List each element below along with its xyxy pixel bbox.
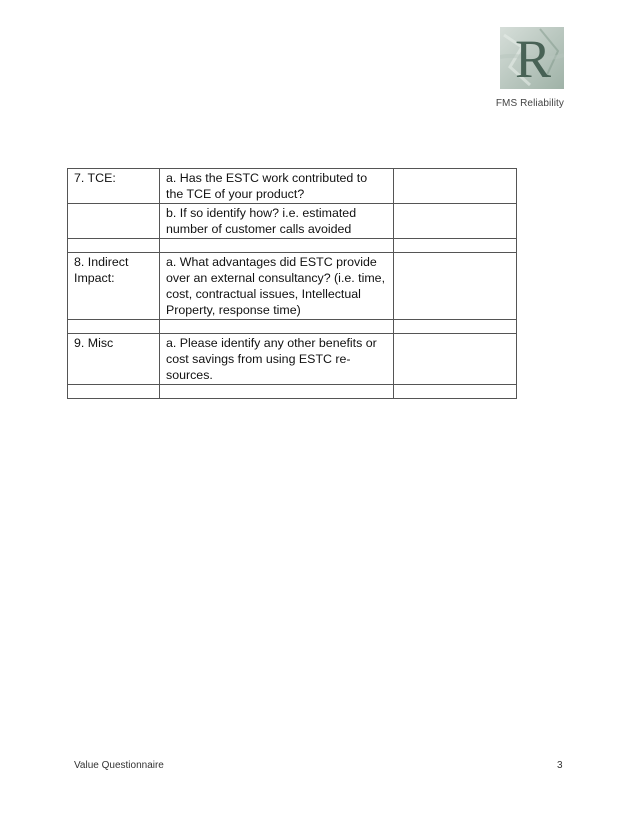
spacer-row bbox=[68, 385, 517, 399]
answer-cell[interactable] bbox=[394, 169, 517, 204]
spacer-cell bbox=[394, 239, 517, 253]
row-label: 9. Misc bbox=[68, 334, 160, 385]
logo-letter: R bbox=[514, 29, 552, 89]
spacer-cell bbox=[394, 385, 517, 399]
spacer-cell bbox=[68, 239, 160, 253]
spacer-row bbox=[68, 320, 517, 334]
spacer-cell bbox=[160, 239, 394, 253]
company-logo bbox=[500, 27, 564, 89]
row-label: 7. TCE: bbox=[68, 169, 160, 204]
row-label bbox=[68, 204, 160, 239]
table-row bbox=[68, 334, 517, 385]
answer-cell[interactable] bbox=[394, 253, 517, 320]
question-text: a. Please identify any other benefits or cost savings from using ESTC re-sources. bbox=[160, 334, 394, 385]
spacer-cell bbox=[394, 320, 517, 334]
questionnaire-table bbox=[67, 168, 517, 399]
spacer-cell bbox=[160, 320, 394, 334]
page-number: 3 bbox=[557, 760, 563, 771]
company-name: FMS Reliability bbox=[495, 98, 564, 109]
footer-title: Value Questionnaire bbox=[74, 760, 164, 771]
answer-cell[interactable] bbox=[394, 334, 517, 385]
table-row bbox=[68, 253, 517, 320]
question-text: a. What advantages did ESTC provide over an external consultancy? (i.e. time, cost, contractual issues, Intellectual Property, response time) bbox=[160, 253, 394, 320]
spacer-cell bbox=[68, 385, 160, 399]
question-text: b. If so identify how? i.e. estimated number of customer calls avoided bbox=[160, 204, 394, 239]
spacer-cell bbox=[160, 385, 394, 399]
spacer-row bbox=[68, 239, 517, 253]
question-text: a. Has the ESTC work contributed to the TCE of your product? bbox=[160, 169, 394, 204]
table-row bbox=[68, 169, 517, 204]
spacer-cell bbox=[68, 320, 160, 334]
answer-cell[interactable] bbox=[394, 204, 517, 239]
row-label: 8. Indirect Impact: bbox=[68, 253, 160, 320]
table-row bbox=[68, 204, 517, 239]
